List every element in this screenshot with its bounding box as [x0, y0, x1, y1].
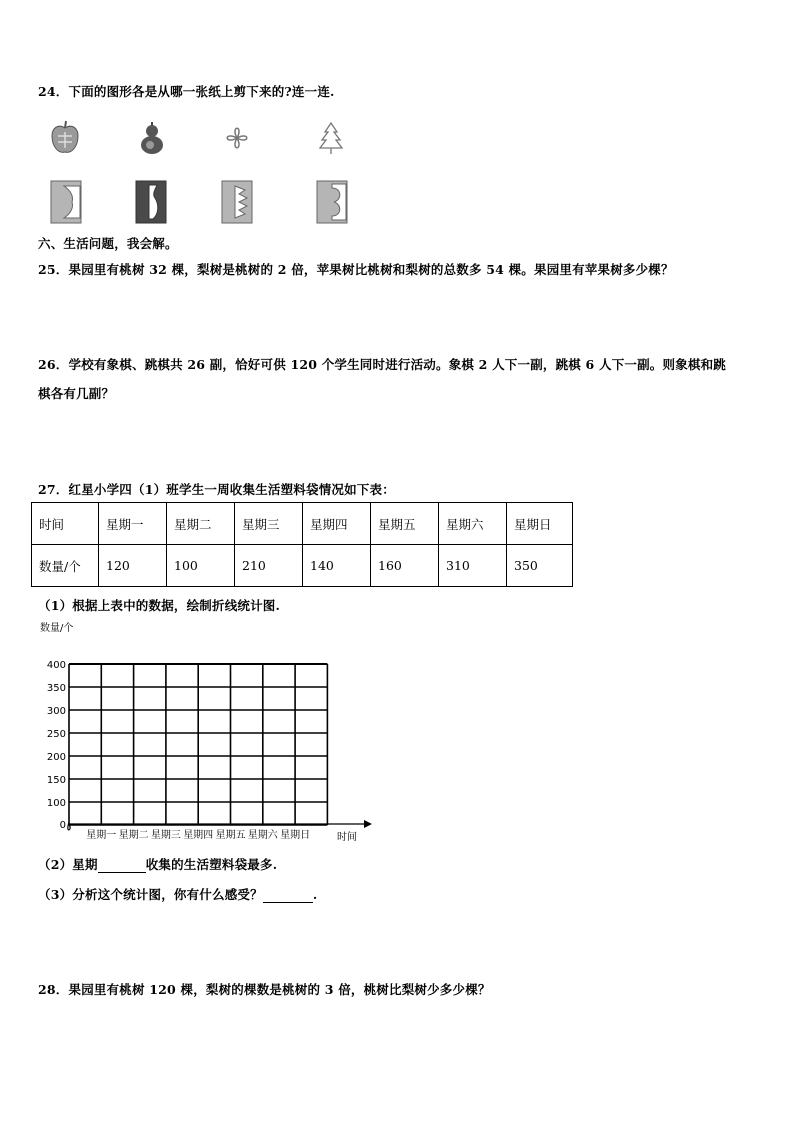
- y-axis-label: 数量/个: [40, 623, 74, 634]
- table-row-label: 数量/个: [32, 545, 99, 587]
- x-tick-label: 星期一: [86, 830, 117, 841]
- line-chart-grid: [34, 618, 379, 848]
- apple-icon: [50, 120, 80, 156]
- x-tick-label: 星期三: [150, 830, 181, 841]
- x-tick-label: 星期五: [215, 830, 246, 841]
- data-table: [31, 502, 573, 587]
- table-header-label: 时间: [32, 503, 99, 545]
- question-27-part-1: （1）根据上表中的数据，绘制折线统计图.: [38, 598, 281, 613]
- table-value-cell: 350: [507, 545, 573, 587]
- tree-icon: [316, 120, 346, 156]
- part-3-prefix: （3）分析这个统计图，你有什么感受？: [38, 887, 263, 902]
- x-axis-arrow: [364, 820, 372, 828]
- table-day-cell: 星期五: [371, 503, 439, 545]
- paper-cut-gourd-icon: [135, 180, 167, 224]
- chart-svg: [34, 618, 379, 848]
- question-24-text: 24．下面的图形各是从哪一张纸上剪下来的?连一连.: [38, 84, 335, 99]
- y-tick-label: 300: [46, 706, 66, 717]
- question-25-text: 25．果园里有桃树 32 棵，梨树是桃树的 2 倍，苹果树比桃树和梨树的总数多 54 棵。果园里有苹果树多少棵？: [38, 262, 674, 277]
- section-6-title: 六、生活问题，我会解。: [38, 236, 178, 251]
- question-27-text: 27．红星小学四（1）班学生一周收集生活塑料袋情况如下表：: [38, 482, 395, 497]
- question-26-line-1: 26．学校有象棋、跳棋共 26 副，恰好可供 120 个学生同时进行活动。象棋 2 人下一副，跳棋 6 人下一副。则象棋和跳: [38, 357, 726, 372]
- table-day-cell: 星期四: [303, 503, 371, 545]
- x-tick-label: 星期四: [183, 830, 214, 841]
- table-day-cell: 星期日: [507, 503, 573, 545]
- axis-break-mark: [68, 822, 70, 830]
- table-value-cell: 140: [303, 545, 371, 587]
- y-tick-label: 100: [46, 798, 66, 809]
- y-tick-label: 400: [46, 660, 66, 671]
- table-value-cell: 310: [439, 545, 507, 587]
- x-tick-label: 星期日: [280, 830, 311, 841]
- gourd-icon: [137, 120, 167, 156]
- table-day-cell: 星期三: [235, 503, 303, 545]
- table-value-cell: 160: [371, 545, 439, 587]
- paper-cut-apple-icon: [50, 180, 82, 224]
- paper-cut-flower-icon: [221, 180, 253, 224]
- table-header-row: [32, 503, 573, 545]
- paper-cut-tree-icon: [316, 180, 348, 224]
- question-28-text: 28．果园里有桃树 120 棵，梨树的棵数是桃树的 3 倍，桃树比梨树少多少棵？: [38, 982, 491, 997]
- part-2-suffix: 收集的生活塑料袋最多.: [145, 857, 278, 872]
- part-2-prefix: （2）星期: [38, 857, 98, 872]
- table-value-cell: 210: [235, 545, 303, 587]
- part-3-answer-blank[interactable]: [263, 888, 313, 903]
- x-tick-label: 星期二: [118, 830, 149, 841]
- table-day-cell: 星期二: [167, 503, 235, 545]
- question-26-line-2: 棋各有几副？: [38, 386, 115, 401]
- part-2-answer-blank[interactable]: [98, 858, 146, 873]
- flower-icon: [220, 121, 254, 155]
- question-27-part-3: [38, 885, 317, 903]
- x-axis-label: 时间: [337, 832, 357, 843]
- table-value-row: [32, 545, 573, 587]
- question-27-part-2: [38, 855, 277, 873]
- y-tick-label: 150: [46, 775, 66, 786]
- y-tick-label: 350: [46, 683, 66, 694]
- y-tick-label: 0: [59, 820, 66, 831]
- y-tick-label: 250: [46, 729, 66, 740]
- part-3-suffix: .: [312, 887, 318, 902]
- x-tick-label: 星期六: [247, 830, 278, 841]
- table-day-cell: 星期六: [439, 503, 507, 545]
- table-day-cell: 星期一: [99, 503, 167, 545]
- table-value-cell: 100: [167, 545, 235, 587]
- table-value-cell: 120: [99, 545, 167, 587]
- y-tick-label: 200: [46, 752, 66, 763]
